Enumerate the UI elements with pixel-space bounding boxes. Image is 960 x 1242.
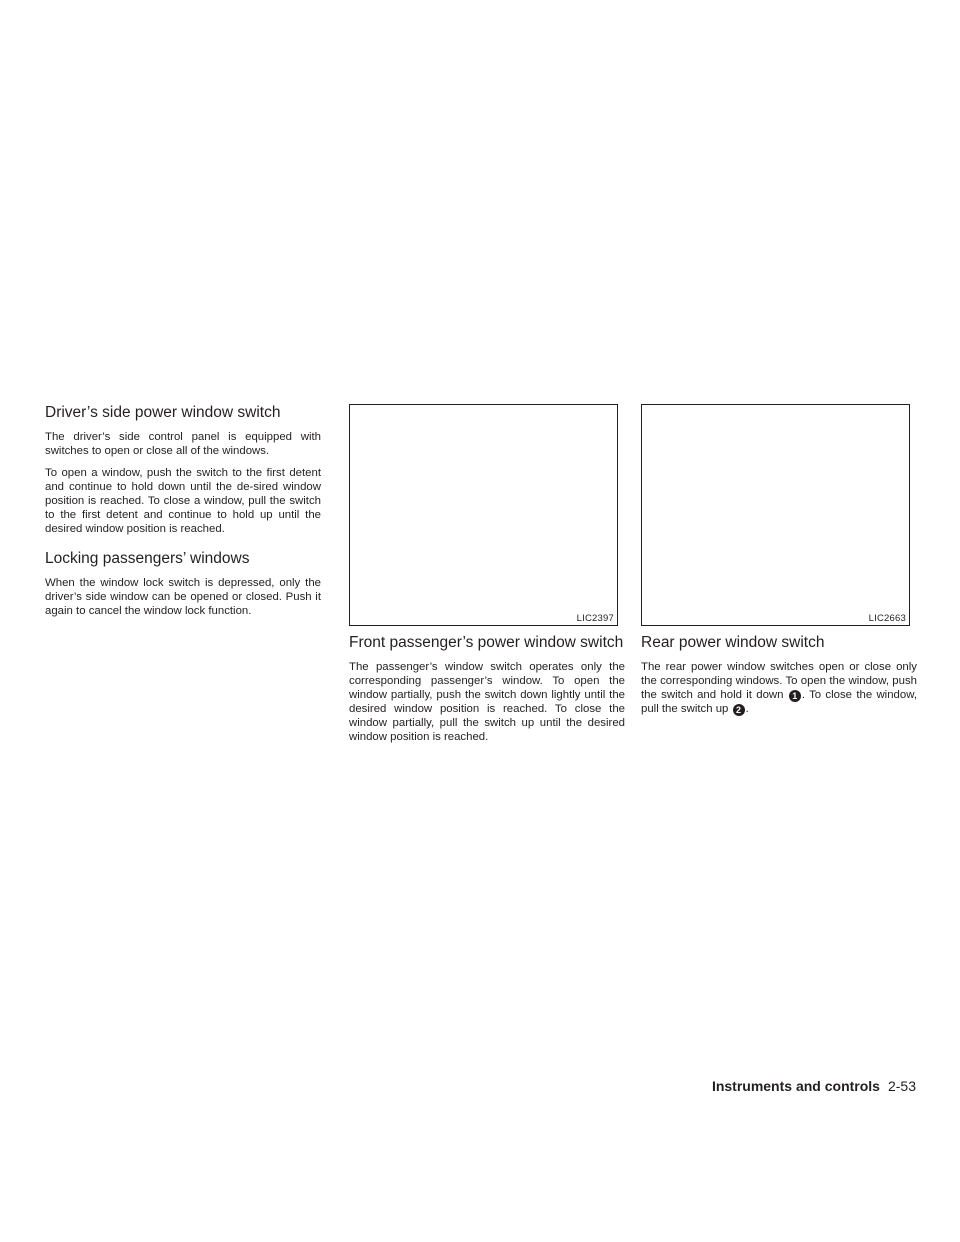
heading-rear-window-switch: Rear power window switch [641, 634, 825, 651]
page-number: 2-53 [887, 1078, 916, 1094]
figure-rear-window-switch [641, 404, 910, 626]
paragraph-passenger-switch: The passenger’s window switch operates only the corresponding passenger’s window. To open the window partially, push the switch down lightly until the desired window position is reached. To close the window partially, pull the switch up until the desired window position is reached. [349, 661, 625, 743]
heading-locking-passengers-windows: Locking passengers’ windows [45, 550, 250, 567]
text-segment: . [745, 703, 749, 715]
paragraph-rear-switch [641, 660, 917, 716]
figure-front-passenger-switch [349, 404, 618, 626]
paragraph-open-close-window: To open a window, push the switch to the first detent and continue to hold down until the de-sired window position is reached. To close a window, pull the switch to the first detent and continue to hold up until the desired window position is reached. [45, 467, 321, 535]
paragraph-control-panel: The driver’s side control panel is equipped with switches to open or close all of the windows. [45, 431, 321, 457]
marker-2-icon: 2 [733, 704, 745, 716]
text-segment: . To close the window, pull the switch up [641, 689, 917, 715]
column-right [641, 404, 917, 724]
figure-code: LIC2663 [868, 613, 906, 624]
text-segment: The rear power window switches open or close only the corresponding windows. To open the window, push the switch and hold it down [641, 661, 917, 701]
heading-front-passenger-switch: Front passenger’s power window switch [349, 634, 624, 651]
heading-drivers-side-switch: Driver’s side power window switch [45, 404, 281, 421]
marker-1-icon: 1 [789, 690, 801, 702]
page-footer [712, 1078, 916, 1094]
column-left [45, 404, 321, 626]
paragraph-window-lock: When the window lock switch is depressed, only the driver’s side window can be opened or closed. Push it again to cancel the window lock function. [45, 577, 321, 617]
footer-section-title: Instruments and controls [711, 1078, 880, 1094]
column-middle [349, 404, 625, 752]
figure-code: LIC2397 [576, 613, 614, 624]
